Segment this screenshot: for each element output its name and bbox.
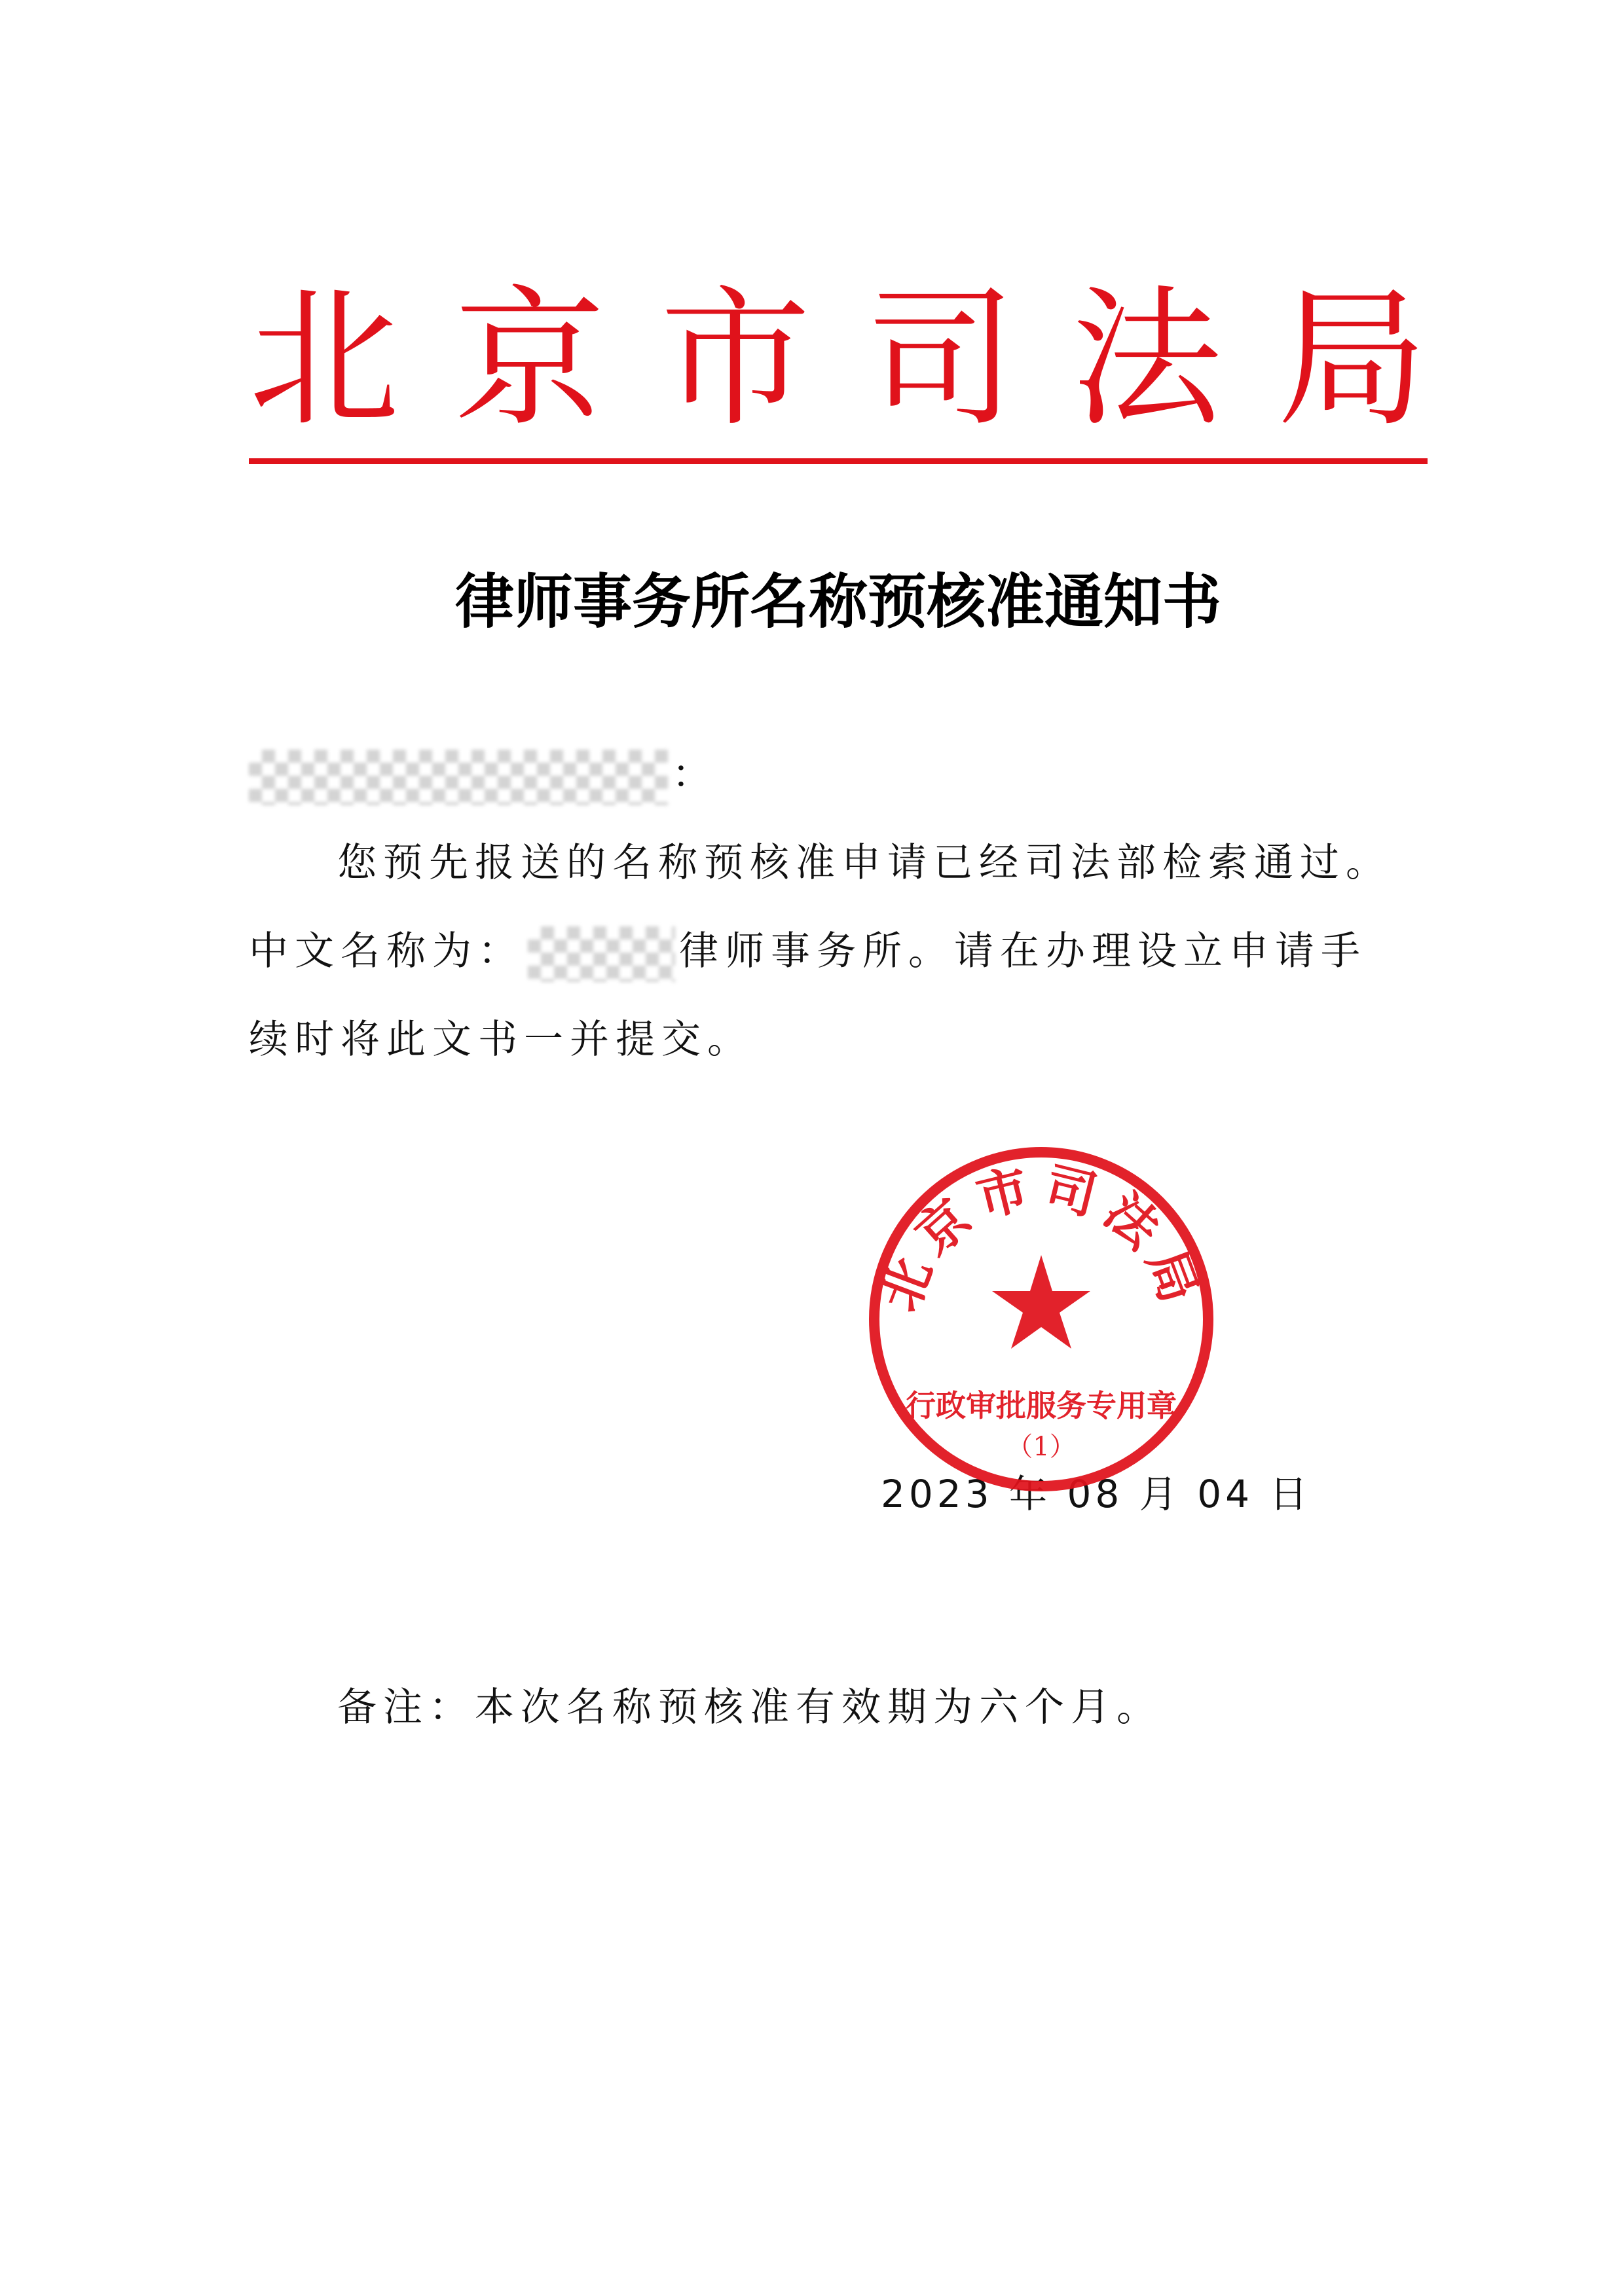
official-seal <box>864 1142 1218 1496</box>
paragraph-line-2 <box>249 920 1367 982</box>
paragraph-line-3: 续时将此文书一并提交。 <box>249 1017 753 1063</box>
header-divider <box>249 458 1428 464</box>
header-char-3: 市 <box>659 272 811 447</box>
addressee-line <box>249 743 718 805</box>
paragraph-line-2-rest: 律师事务所。请在办理设立申请手 <box>679 928 1367 974</box>
header-char-1: 北 <box>249 272 400 447</box>
header-char-2: 京 <box>454 272 605 447</box>
date-month-unit: 月 <box>1139 1472 1181 1516</box>
redacted-firm-name <box>528 926 675 982</box>
seal-ring-text: 北京市司法局 <box>870 1156 1213 1319</box>
issuing-authority-header <box>249 262 1428 458</box>
header-char-6: 局 <box>1276 272 1428 447</box>
seal-purpose-text: 行政审批服务专用章 <box>906 1388 1177 1423</box>
header-char-5: 法 <box>1071 272 1222 447</box>
date-year-unit: 年 <box>1009 1472 1052 1516</box>
header-char-4: 司 <box>865 272 1016 447</box>
date-year: 2023 <box>881 1472 993 1516</box>
document-title: 律师事务所名称预核准通知书 <box>455 567 1221 636</box>
date-day: 04 <box>1197 1472 1254 1516</box>
date-month: 08 <box>1067 1472 1124 1516</box>
addressee-colon: ： <box>672 752 718 797</box>
star-icon <box>992 1255 1090 1349</box>
redacted-addressee <box>249 750 668 805</box>
chinese-name-label: 中文名称为： <box>249 928 524 974</box>
date-day-unit: 日 <box>1269 1472 1312 1516</box>
seal-number-text: （1） <box>1006 1432 1076 1462</box>
paragraph-line-1: 您预先报送的名称预核准申请已经司法部检索通过。 <box>337 840 1392 886</box>
remark-note: 备注：本次名称预核准有效期为六个月。 <box>337 1685 1162 1730</box>
